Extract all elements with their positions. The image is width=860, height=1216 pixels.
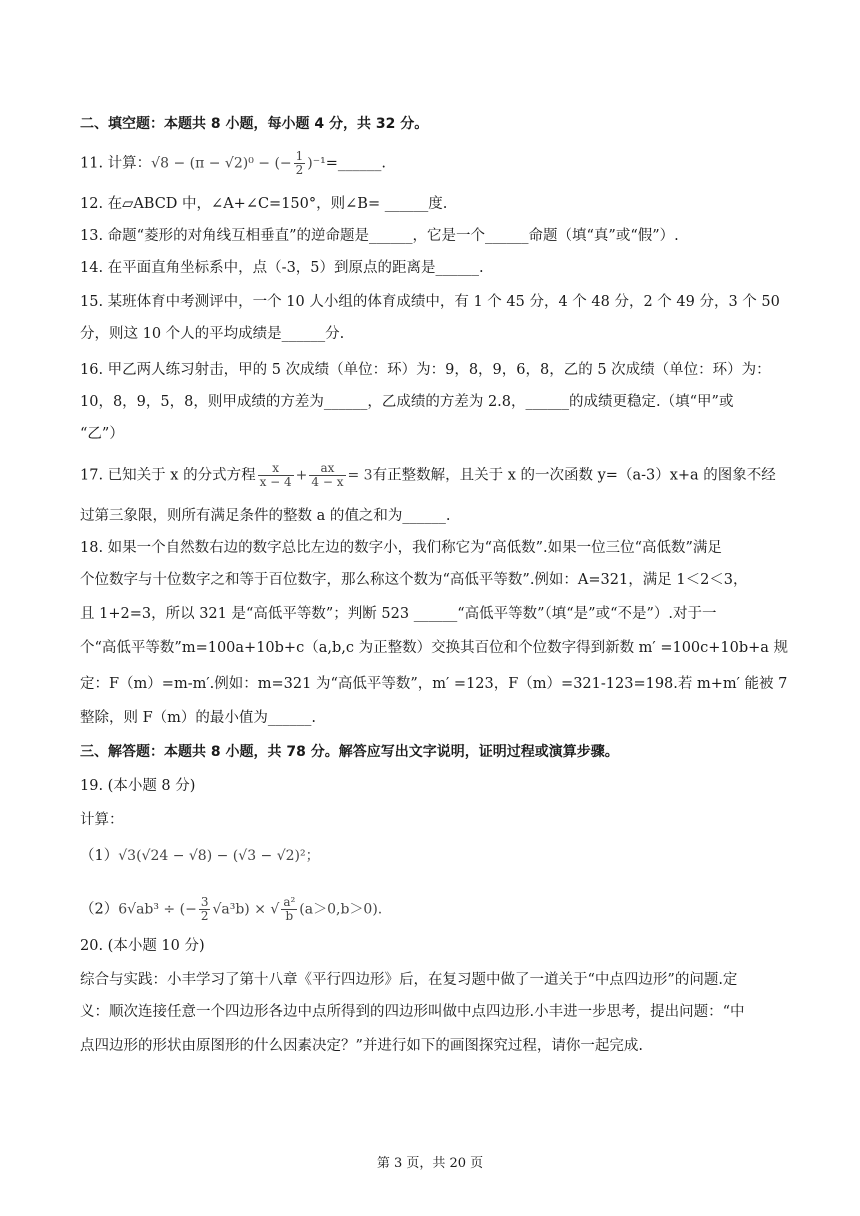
- question-20-line-2: 义：顺次连接任意一个四边形各边中点所得到的四边形叫做中点四边形.小丰进一步思考，提出问题：“中: [80, 1004, 745, 1020]
- question-15-line-1: 15. 某班体育中考测评中，一个 10 人小组的体育成绩中，有 1 个 45 分，4 个 48 分，2 个 49 分，3 个 50: [80, 294, 780, 310]
- q17-f2-den: 4 − x: [311, 475, 344, 489]
- question-16-line-2: 10，8，9，5，8，则甲成绩的方差为______，乙成绩的方差为 2.8，______的成绩更稳定.（填“甲”或: [80, 394, 734, 410]
- q17-fraction-2: [309, 462, 345, 489]
- q19-p2-fraction-2: [281, 896, 297, 923]
- q19-p2-label: （2）: [80, 901, 119, 918]
- q17-f2-num: ax: [309, 462, 345, 476]
- question-12: 12. 在▱ABCD 中，∠A+∠C=150°，则∠B= ______度.: [80, 196, 448, 212]
- question-19-part-1: [80, 846, 780, 866]
- question-14: 14. 在平面直角坐标系中，点（-3，5）到原点的距离是______.: [80, 260, 484, 276]
- q11-prefix: 11. 计算：: [80, 155, 152, 172]
- question-16-line-1: 16. 甲乙两人练习射击，甲的 5 次成绩（单位：环）为：9，8，9，6，8，乙的 5 次成绩（单位：环）为：: [80, 362, 771, 378]
- q11-fraction: [294, 150, 306, 177]
- q11-expression-end: )⁻¹: [307, 155, 326, 172]
- question-18-line-2: 个位数字与十位数字之和等于百位数字，那么称这个数为“高低平等数”.例如：A=321，满足 1＜2＜3，: [80, 572, 748, 588]
- question-18-line-5: 定：F（m）=m-m′.例如：m=321 为“高低平等数”，m′ =123，F（m）=321-123=198.若 m+m′ 能被 7: [80, 676, 788, 692]
- question-18-line-6: 整除，则 F（m）的最小值为______.: [80, 710, 317, 726]
- q19-p2-expression-b: √a³b) × √: [212, 901, 280, 918]
- question-19-title: 19. (本小题 8 分): [80, 778, 196, 794]
- page-footer: 第 3 页，共 20 页: [376, 1156, 484, 1171]
- q11-frac-den: 2: [295, 163, 304, 177]
- question-19-intro: 计算：: [80, 812, 124, 828]
- q19-p2-expression-c: (a＞0,b＞0).: [299, 901, 383, 918]
- q19-p2-den: 2: [200, 909, 209, 923]
- question-18-line-3: 且 1+2=3，所以 321 是“高低平等数”；判断 523 ______“高低平等数”（填“是”或“不是”）.对于一: [80, 606, 717, 622]
- question-20-title: 20. (本小题 10 分): [80, 938, 205, 954]
- question-17-line-1: [80, 462, 780, 489]
- question-17-line-2: 过第三象限，则所有满足条件的整数 a 的值之和为______.: [80, 508, 451, 524]
- q17-suffix: 有正整数解，且关于 x 的一次函数 y=（a-3）x+a 的图象不经: [372, 467, 776, 484]
- section-3-heading: 三、解答题：本题共 8 小题，共 78 分。解答应写出文字说明，证明过程或演算步骤。: [80, 744, 619, 760]
- q19-p2-fraction: [199, 896, 211, 923]
- q19-p2-num2: a²: [283, 895, 296, 909]
- q11-frac-num: 1: [295, 149, 304, 163]
- question-13: 13. 命题“菱形的对角线互相垂直”的逆命题是______，它是一个______命题（填“真”或“假”）.: [80, 228, 679, 244]
- question-20-line-3: 点四边形的形状由原图形的什么因素决定？”并进行如下的画图探究过程，请你一起完成.: [80, 1038, 644, 1054]
- question-18-line-4: 个“高低平等数”m=100a+10b+c（a,b,c 为正整数）交换其百位和个位数字得到新数 m′ =100c+10b+a 规: [80, 640, 789, 656]
- q17-equals: = 3: [347, 467, 373, 484]
- q17-fraction-1: [258, 462, 294, 489]
- q17-plus: +: [295, 467, 308, 484]
- question-16-line-3: “乙”）: [80, 426, 124, 442]
- question-19-part-2: [80, 896, 780, 923]
- q17-prefix: 17. 已知关于 x 的分式方程: [80, 467, 256, 484]
- q19-p1-label: （1）: [80, 848, 119, 864]
- q19-p1-expression: √3(√24 − √8) − (√3 − √2)²；: [118, 848, 320, 864]
- question-11: [80, 150, 780, 177]
- q17-f1-num: x: [258, 462, 294, 476]
- q11-expression: √8 − (π − √2)⁰ − (−: [151, 155, 292, 172]
- q19-p2-num: 3: [200, 895, 209, 909]
- q17-f1-den: x − 4: [259, 475, 292, 489]
- question-15-line-2: 分，则这 10 个人的平均成绩是______分.: [80, 326, 345, 342]
- q19-p2-expression-a: 6√ab³ ÷ (−: [118, 901, 197, 918]
- question-20-line-1: 综合与实践：小丰学习了第十八章《平行四边形》后，在复习题中做了一道关于“中点四边形”的问题.定: [80, 972, 738, 988]
- q11-blank: =______.: [325, 155, 387, 172]
- q19-p2-den2: b: [285, 909, 294, 923]
- section-2-heading: 二、填空题：本题共 8 小题，每小题 4 分，共 32 分。: [80, 116, 429, 132]
- question-18-line-1: 18. 如果一个自然数右边的数字总比左边的数字小，我们称它为“高低数”.如果一位三位“高低数”满足: [80, 540, 722, 556]
